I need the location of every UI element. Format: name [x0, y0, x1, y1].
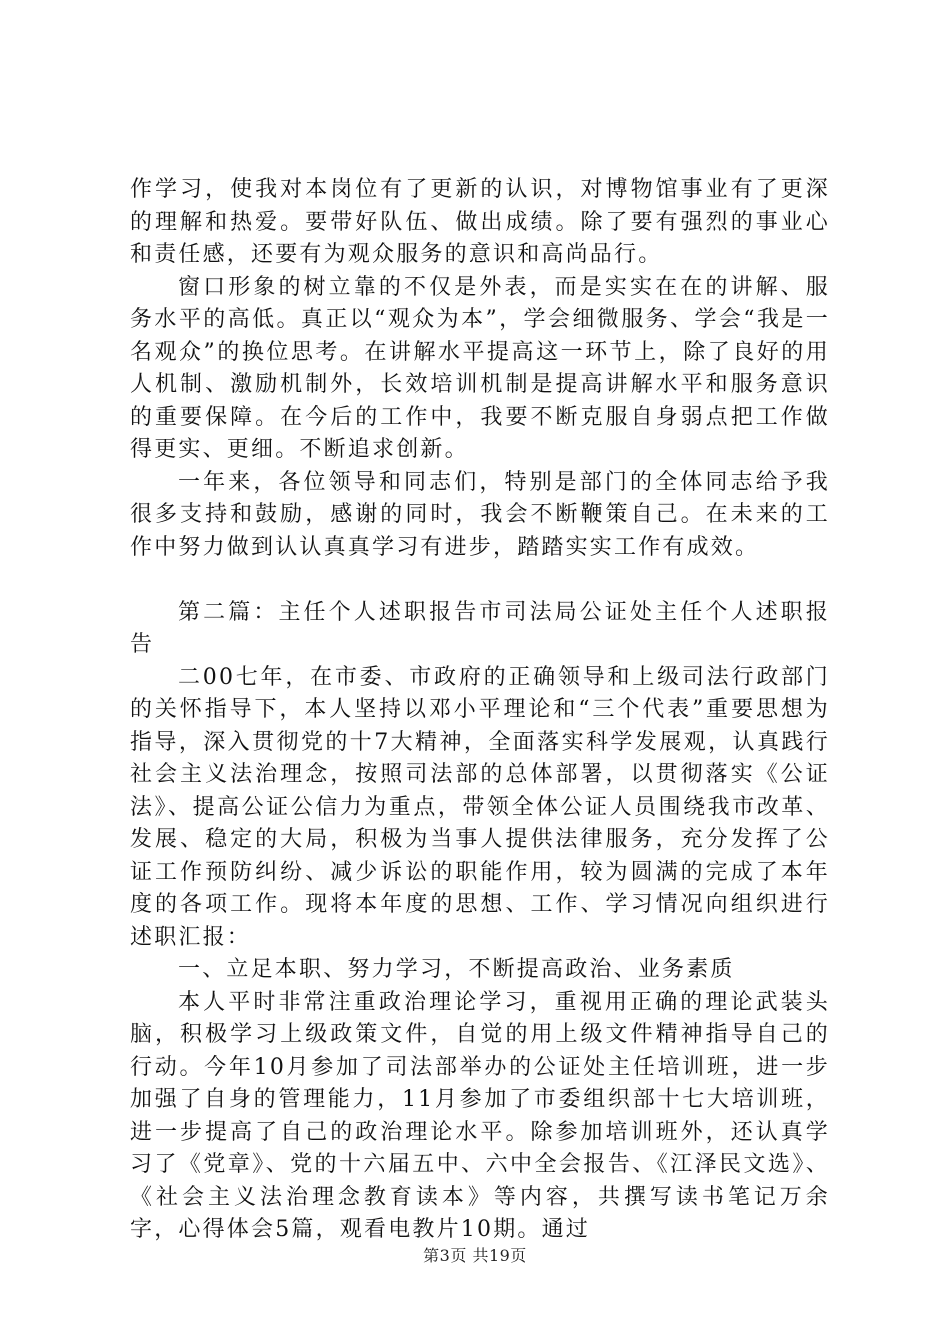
paragraph-spacer [130, 564, 830, 597]
section-heading-second-article: 第二篇：主任个人述职报告市司法局公证处主任个人述职报告 [130, 599, 830, 657]
subheading-study: 一、立足本职、努力学习，不断提高政治、业务素质 [178, 957, 735, 982]
paragraph-political-study: 本人平时非常注重政治理论学习，重视用正确的理论武装头脑，积极学习上级政策文件，自觉的用上级文件精神指导自己的行动。今年10月参加了司法部举办的公证处主任培训班，进一步加强了自身的管理能力，11月参加了市委组织部十七大培训班，进一步提高了自己的政治理论水平。除参加培训班外，还认真学习了《党章》、党的十六届五中、六中全会报告、《江泽民文选》、《社会主义法治理念教育读本》等内容，共撰写读书笔记万余字，心得体会5篇，观看电教片10期。通过 [130, 989, 830, 1242]
paragraph-year-thanks: 一年来，各位领导和同志们，特别是部门的全体同志给予我很多支持和鼓励，感谢的同时，我会不断鞭策自己。在未来的工作中努力做到认认真真学习有进步，踏踏实实工作有成效。 [130, 469, 830, 560]
page-number-footer: 第3页 共19页 [423, 1246, 527, 1265]
paragraph-continuation: 作学习，使我对本岗位有了更新的认识，对博物馆事业有了更深的理解和热爱。要带好队伍、做出成绩。除了要有强烈的事业心和责任感，还要有为观众服务的意识和高尚品行。 [130, 177, 830, 267]
paragraph-2007-summary: 二00七年，在市委、市政府的正确领导和上级司法行政部门的关怀指导下，本人坚持以邓小平理论和“三个代表”重要思想为指导，深入贯彻党的十7大精神，全面落实科学发展观，认真践行社会主义法治理念，按照司法部的总体部署，以贯彻落实《公证法》、提高公证公信力为重点，带领全体公证人员围绕我市改革、发展、稳定的大局，积极为当事人提供法律服务，充分发挥了公证工作预防纠纷、减少诉讼的职能作用，较为圆满的完成了本年度的各项工作。现将本年度的思想、工作、学习情况向组织进行述职汇报： [130, 664, 830, 950]
paragraph-window-image: 窗口形象的树立靠的不仅是外表，而是实实在在的讲解、服务水平的高低。真正以“观众为本”，学会细微服务、学会“我是一名观众”的换位思考。在讲解水平提高这一环节上，除了良好的用人机制、激励机制外，长效培训机制是提高讲解水平和服务意识的重要保障。在今后的工作中，我要不断克服自身弱点把工作做得更实、更细。不断追求创新。 [130, 274, 830, 462]
document-body [130, 174, 830, 1247]
